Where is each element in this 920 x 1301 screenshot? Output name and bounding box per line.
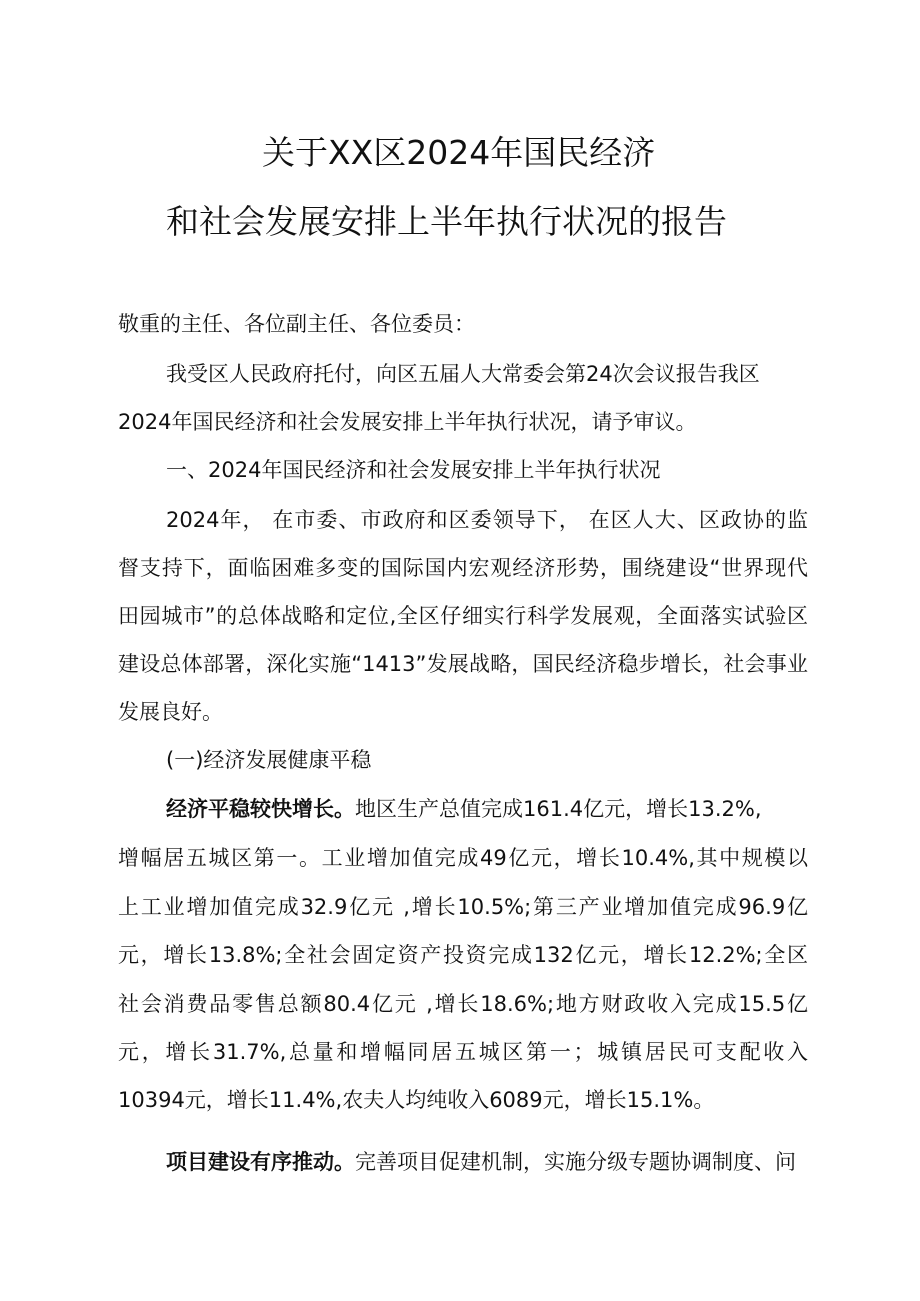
- overview-line-3: 田园城市”的总体战略和定位,全区仔细实行科学发展观，全面落实试验区: [118, 604, 808, 628]
- section-1-heading: 一、2024年国民经济和社会发展安排上半年执行状况: [166, 458, 661, 482]
- economy-line-1: [166, 794, 808, 824]
- economy-line-4: 元，增长13.8%;全社会固定资产投资完成132亿元，增长12.2%;全区: [118, 943, 808, 967]
- projects-lead-phrase: 项目建设有序推动。: [166, 1150, 355, 1174]
- salutation: 敬重的主任、各位副主任、各位委员：: [118, 312, 475, 336]
- economy-lead-phrase: 经济平稳较快增长。: [166, 797, 355, 821]
- economy-line-1-text: 地区生产总值完成161.4亿元，增长13.2%,: [355, 797, 762, 821]
- overview-line-1: 2024年， 在市委、市政府和区委领导下， 在区人大、区政协的监: [166, 508, 808, 532]
- economy-line-3: 上工业增加值完成32.9亿元 ,增长10.5%;第三产业增加值完成96.9亿: [118, 895, 808, 919]
- economy-line-5: 社会消费品零售总额80.4亿元 ,增长18.6%;地方财政收入完成15.5亿: [118, 992, 808, 1016]
- overview-line-2: 督支持下，面临困难多变的国际国内宏观经济形势，围绕建设“世界现代: [118, 556, 808, 580]
- document-title-line-1: 关于XX区2024年国民经济: [262, 133, 656, 172]
- subsection-1-heading: (一)经济发展健康平稳: [166, 748, 372, 772]
- economy-line-2: 增幅居五城区第一。工业增加值完成49亿元，增长10.4%,其中规模以: [118, 846, 808, 870]
- intro-line-2: 2024年国民经济和社会发展安排上半年执行状况，请予审议。: [118, 410, 697, 434]
- economy-line-7: 10394元，增长11.4%,农夫人均纯收入6089元，增长15.1%。: [118, 1088, 715, 1112]
- intro-line-1: 我受区人民政府托付，向区五届人大常委会第24次会议报告我区: [166, 362, 760, 386]
- projects-line-1: [166, 1147, 808, 1177]
- projects-line-1-text: 完善项目促建机制，实施分级专题协调制度、问: [355, 1150, 796, 1174]
- document-title-line-2: 和社会发展安排上半年执行状况的报告: [166, 202, 727, 241]
- overview-line-5: 发展良好。: [118, 700, 223, 724]
- economy-line-6: 元，增长31.7%,总量和增幅同居五城区第一；城镇居民可支配收入: [118, 1040, 808, 1064]
- overview-line-4: 建设总体部署，深化实施“1413”发展战略，国民经济稳步增长，社会事业: [118, 652, 808, 676]
